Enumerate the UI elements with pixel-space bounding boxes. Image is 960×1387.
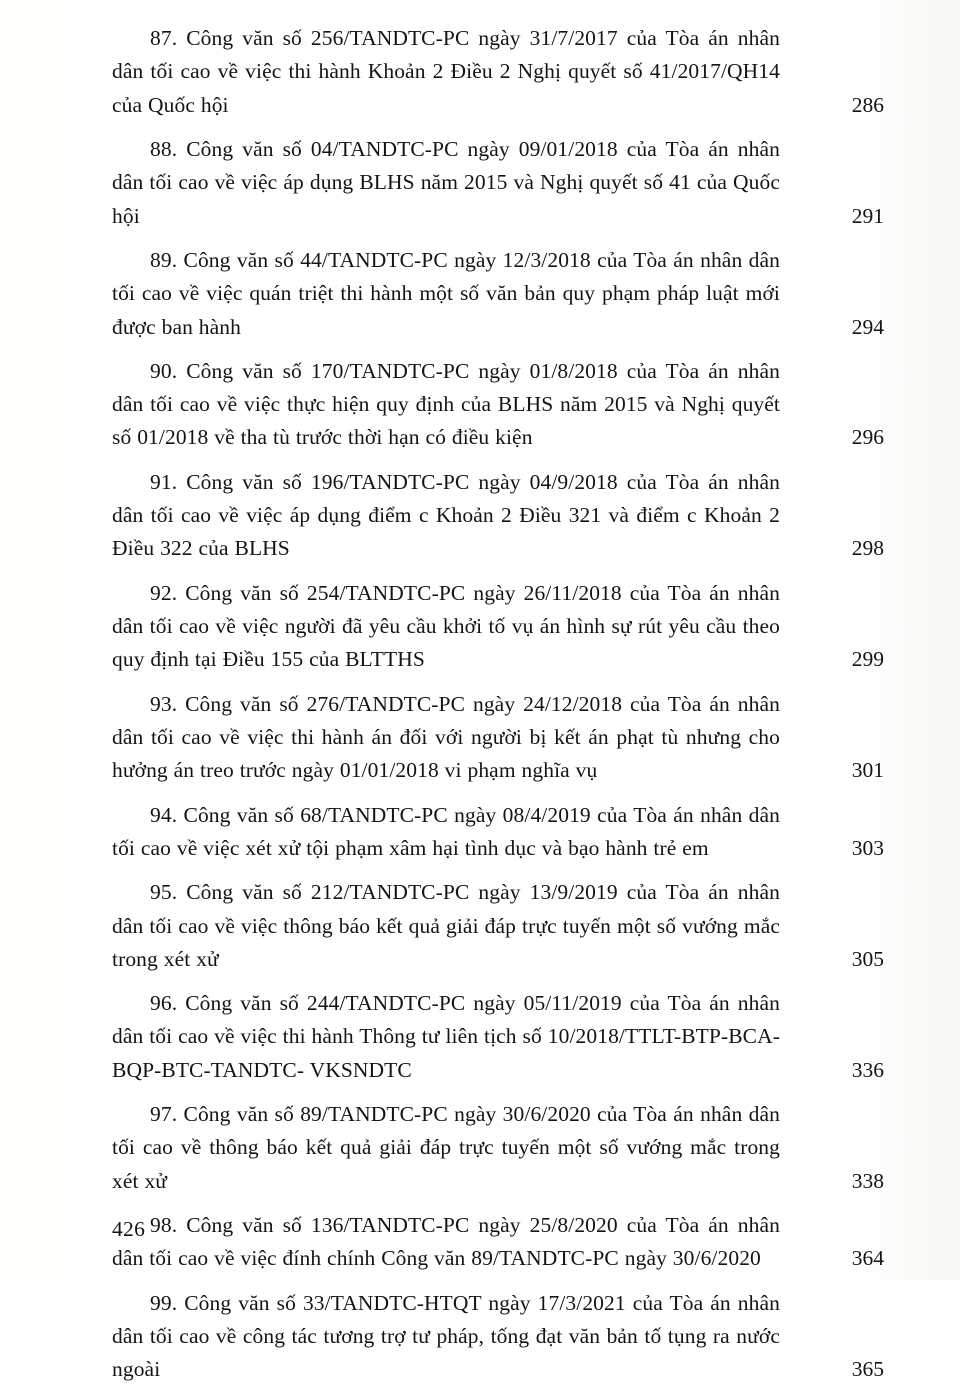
toc-entry-page-number: 301 xyxy=(851,758,884,783)
toc-entry-title: 89. Công văn số 44/TANDTC-PC ngày 12/3/2018 của Tòa án nhân dân tối cao về việc quán triệt thi hành một số văn bản quy phạm pháp luật mới được ban hành xyxy=(112,247,780,339)
toc-entry-title: 88. Công văn số 04/TANDTC-PC ngày 09/01/2018 của Tòa án nhân dân tối cao về việc áp dụng BLHS năm 2015 và Nghị quyết số 41 của Quốc hội xyxy=(112,136,780,228)
toc-entry xyxy=(112,355,888,455)
table-of-contents xyxy=(112,22,888,1387)
toc-entry-page-number: 303 xyxy=(851,835,884,860)
toc-entry xyxy=(112,987,888,1087)
toc-entry xyxy=(112,133,888,233)
toc-entry-page-number: 364 xyxy=(851,1246,884,1271)
toc-entry-page-number: 365 xyxy=(851,1357,884,1382)
toc-entry-page-number: 298 xyxy=(851,536,884,561)
toc-entry-title: 95. Công văn số 212/TANDTC-PC ngày 13/9/2019 của Tòa án nhân dân tối cao về việc thông báo kết quả giải đáp trực tuyến một số vướng mắc trong xét xử xyxy=(112,880,780,971)
toc-entry-title: 98. Công văn số 136/TANDTC-PC ngày 25/8/2020 của Tòa án nhân dân tối cao về việc đính chính Công văn 89/TANDTC-PC ngày 30/6/2020 xyxy=(112,1213,780,1271)
toc-entry xyxy=(112,1209,888,1276)
toc-entry-title: 93. Công văn số 276/TANDTC-PC ngày 24/12/2018 của Tòa án nhân dân tối cao về việc thi hành án đối với người bị kết án phạt tù nhưng cho hưởng án treo trước ngày 01/01/2018 vi phạm nghĩa vụ xyxy=(112,691,780,783)
toc-entry xyxy=(112,22,888,122)
toc-entry-title: 90. Công văn số 170/TANDTC-PC ngày 01/8/2018 của Tòa án nhân dân tối cao về việc thực hiện quy định của BLHS năm 2015 và Nghị quyết số 01/2018 về tha tù trước thời hạn có điều kiện xyxy=(112,358,780,450)
toc-entry-page-number: 336 xyxy=(851,1057,884,1082)
toc-entry-page-number: 294 xyxy=(851,314,884,339)
toc-entry-title: 97. Công văn số 89/TANDTC-PC ngày 30/6/2020 của Tòa án nhân dân tối cao về thông báo kết quả giải đáp trực tuyến một số vướng mắc trong xét xử xyxy=(112,1102,780,1193)
toc-entry-title: 91. Công văn số 196/TANDTC-PC ngày 04/9/2018 của Tòa án nhân dân tối cao về việc áp dụng điểm c Khoản 2 Điều 321 và điểm c Khoản 2 Điều 322 của BLHS xyxy=(112,469,780,561)
toc-entry-title: 87. Công văn số 256/TANDTC-PC ngày 31/7/2017 của Tòa án nhân dân tối cao về việc thi hành Khoản 2 Điều 2 Nghị quyết số 41/2017/QH14 của Quốc hội xyxy=(112,26,780,117)
toc-entry-page-number: 286 xyxy=(851,92,884,117)
toc-entry-page-number: 299 xyxy=(851,647,884,672)
toc-entry-title: 92. Công văn số 254/TANDTC-PC ngày 26/11/2018 của Tòa án nhân dân tối cao về việc người đã yêu cầu khởi tố vụ án hình sự rút yêu cầu theo quy định tại Điều 155 của BLTTHS xyxy=(112,580,780,672)
toc-entry-title: 96. Công văn số 244/TANDTC-PC ngày 05/11/2019 của Tòa án nhân dân tối cao về việc thi hành Thông tư liên tịch số 10/2018/TTLT-BTP-BCA-BQP-BTC-TANDTC- VKSNDTC xyxy=(112,991,780,1082)
toc-entry xyxy=(112,244,888,344)
toc-entry-page-number: 291 xyxy=(851,203,884,228)
toc-entry xyxy=(112,876,888,976)
toc-entry xyxy=(112,466,888,566)
toc-entry xyxy=(112,799,888,866)
toc-entry xyxy=(112,688,888,788)
toc-entry xyxy=(112,1287,888,1387)
toc-entry-title: 99. Công văn số 33/TANDTC-HTQT ngày 17/3/2021 của Tòa án nhân dân tối cao về công tác tương trợ tư pháp, tống đạt văn bản tố tụng ra nước ngoài xyxy=(112,1290,780,1382)
toc-entry xyxy=(112,1098,888,1198)
toc-entry-page-number: 305 xyxy=(851,946,884,971)
toc-entry-title: 94. Công văn số 68/TANDTC-PC ngày 08/4/2019 của Tòa án nhân dân tối cao về việc xét xử tội phạm xâm hại tình dục và bạo hành trẻ em xyxy=(112,802,780,860)
page-folio-number: 426 xyxy=(112,1217,146,1241)
toc-entry-page-number: 338 xyxy=(851,1168,884,1193)
toc-entry-page-number: 296 xyxy=(851,425,884,450)
toc-entry xyxy=(112,577,888,677)
